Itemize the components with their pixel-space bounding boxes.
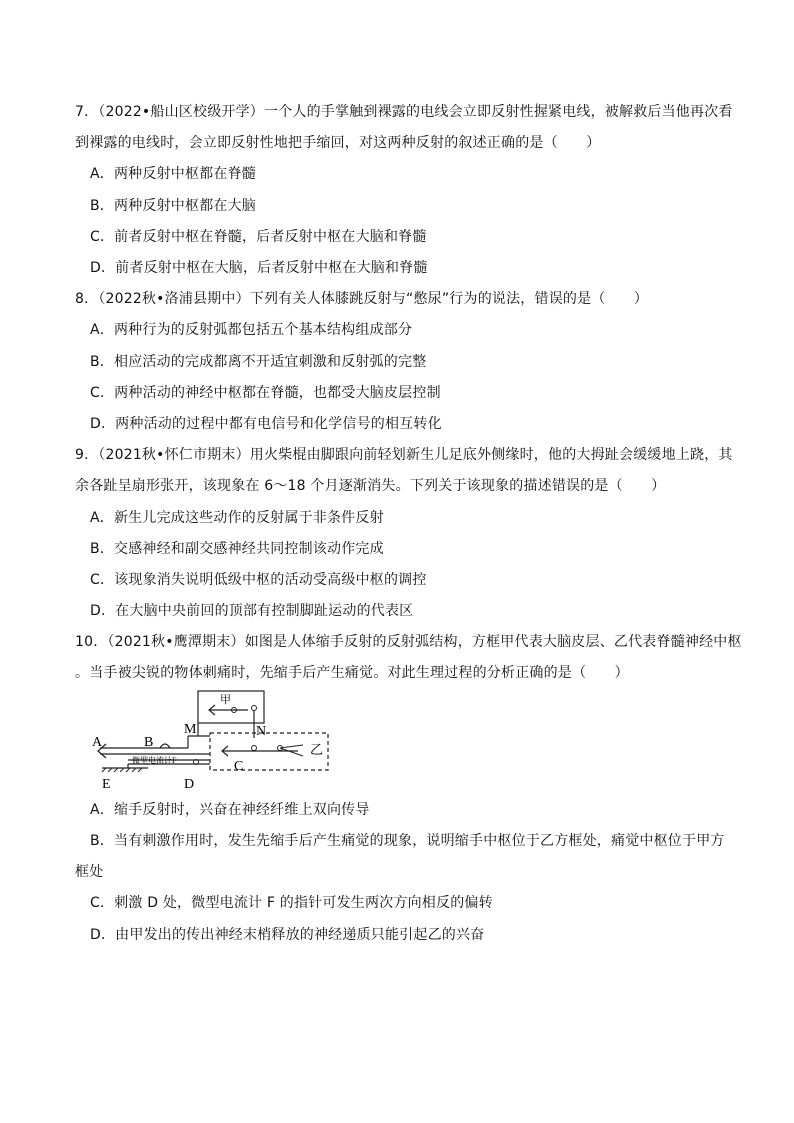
question-9-option-b: B．交感神经和副交感神经共同控制该动作完成 <box>90 541 384 557</box>
question-7-option-d: D．前者反射中枢在大脑，后者反射中枢在大脑和脊髓 <box>90 260 428 276</box>
question-8-option-b: B．相应活动的完成都离不开适宜刺激和反射弧的完整 <box>90 354 427 370</box>
label-d: D <box>184 777 195 792</box>
question-8-option-a: A．两种行为的反射弧都包括五个基本结构组成部分 <box>90 322 413 338</box>
question-9-option-d: D．在大脑中央前回的顶部有控制脚趾运动的代表区 <box>90 603 414 619</box>
label-jia: 甲 <box>220 694 231 706</box>
label-m: M <box>184 722 197 737</box>
question-10-option-a: A．缩手反射时，兴奋在神经纤维上双向传导 <box>90 802 370 818</box>
question-7-option-b: B．两种反射中枢都在大脑 <box>90 198 257 214</box>
question-10-option-c: C．刺激 D 处，微型电流计 F 的指针可发生两次方向相反的偏转 <box>90 895 493 911</box>
question-7-line-1: 7．（2022•船山区校级开学）一个人的手掌触到裸露的电线会立即反射性握紧电线，被解救后当他再次看 <box>75 104 733 120</box>
question-7-line-2: 到裸露的电线时，会立即反射性地把手缩回，对这两种反射的叙述正确的是（ ） <box>75 135 601 151</box>
question-10-line-2: 。当手被尖锐的物体刺痛时，先缩手后产生痛觉。对此生理过程的分析正确的是（ ） <box>75 665 629 681</box>
label-yi: 乙 <box>310 742 324 757</box>
question-9-option-c: C．该现象消失说明低级中枢的活动受高级中枢的调控 <box>90 572 427 588</box>
question-10-option-d: D．由甲发出的传出神经末梢释放的神经递质只能引起乙的兴奋 <box>90 927 485 943</box>
label-n: N <box>256 724 267 739</box>
label-meter: 微型电流计F <box>132 756 177 765</box>
label-a: A <box>92 735 103 750</box>
question-8-line-1: 8．（2022秋•洛浦县期中）下列有关人体膝跳反射与“憋尿”行为的说法，错误的是（ ） <box>75 291 649 307</box>
question-7-option-a: A．两种反射中枢都在脊髓 <box>90 166 256 182</box>
question-10-option-b-cont: 框处 <box>75 864 104 880</box>
label-b: B <box>144 735 154 750</box>
question-10-line-1: 10．（2021秋•鹰潭期末）如图是人体缩手反射的反射弧结构，方框甲代表大脑皮层、乙代表脊髓神经中枢 <box>75 634 742 650</box>
label-e: E <box>102 777 111 792</box>
question-9-line-2: 余各趾呈扇形张开，该现象在 6～18 个月逐渐消失。下列关于该现象的描述错误的是（ ） <box>75 478 666 494</box>
question-10-option-b: B．当有刺激作用时，发生先缩手后产生痛觉的现象，说明缩手中枢位于乙方框处，痛觉中枢位于甲方 <box>90 833 725 849</box>
question-9-line-1: 9．（2021秋•怀仁市期末）用火柴棍由脚跟向前轻划新生儿足底外侧缘时，他的大拇趾会缓缓地上跷，其 <box>75 447 733 463</box>
reflex-arc-diagram <box>88 688 338 798</box>
question-9-option-a: A．新生儿完成这些动作的反射属于非条件反射 <box>90 510 384 526</box>
question-8-option-d: D．两种活动的过程中都有电信号和化学信号的相互转化 <box>90 416 442 432</box>
question-8-option-c: C．两种活动的神经中枢都在脊髓，也都受大脑皮层控制 <box>90 385 441 401</box>
question-7-option-c: C．前者反射中枢在脊髓，后者反射中枢在大脑和脊髓 <box>90 229 427 245</box>
label-c: C <box>234 759 244 774</box>
